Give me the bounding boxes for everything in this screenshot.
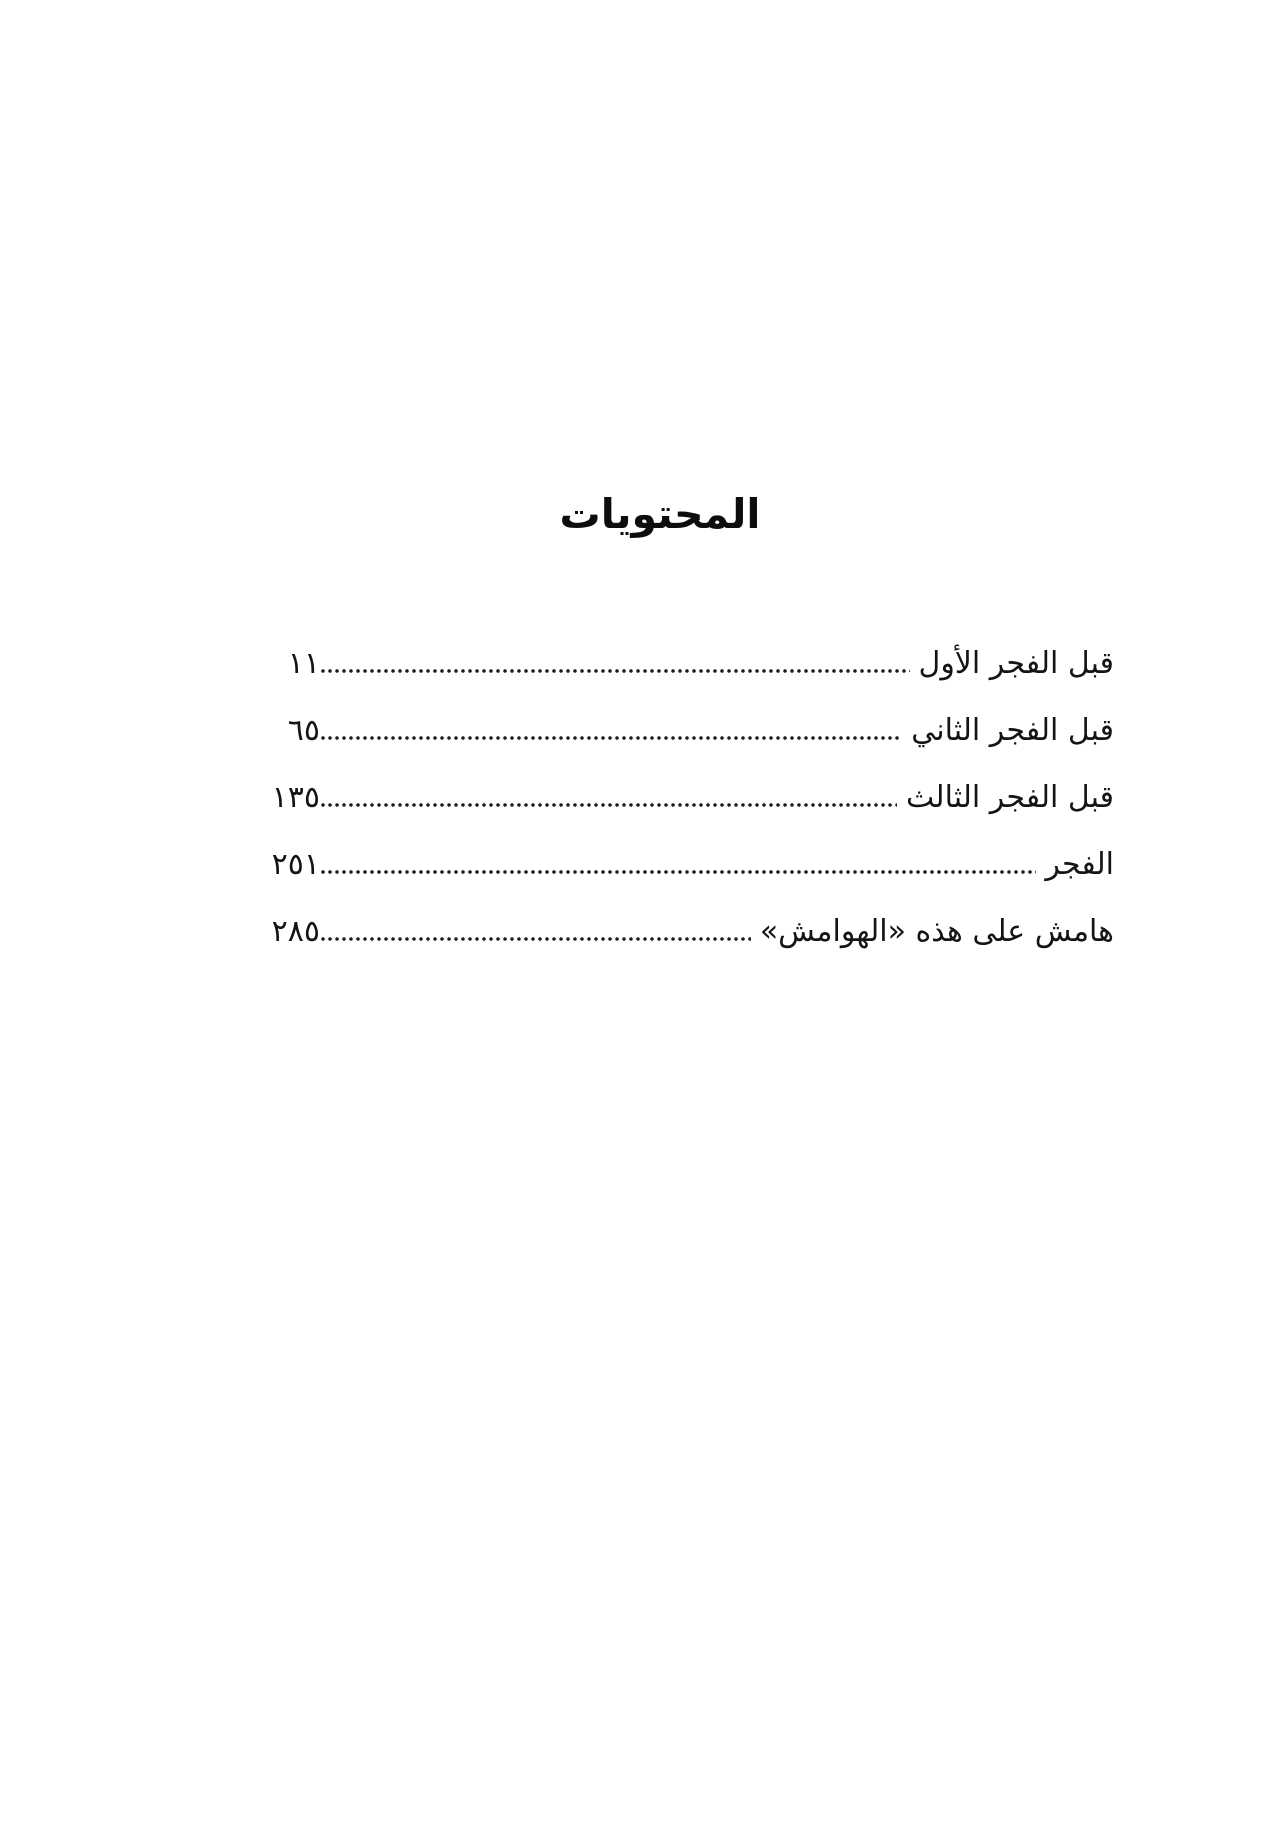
toc-entry bbox=[266, 697, 1114, 764]
dots-leader bbox=[320, 870, 1036, 874]
toc-entry bbox=[266, 764, 1114, 831]
toc-entry bbox=[266, 898, 1114, 965]
toc-entry-page-number: ٢٥١ bbox=[271, 847, 320, 882]
toc-entry-page-number: ١١ bbox=[287, 646, 320, 681]
dots-leader bbox=[320, 803, 897, 807]
toc-entry-label: قبل الفجر الثالث bbox=[905, 780, 1114, 815]
toc-entry-label: هامش على هذه «الهوامش» bbox=[759, 914, 1114, 949]
toc-entry-label: قبل الفجر الأول bbox=[918, 646, 1114, 681]
toc-entry-page-number: ١٣٥ bbox=[271, 780, 320, 815]
toc-entry-page-number: ٦٥ bbox=[287, 713, 320, 748]
toc-entry-label: قبل الفجر الثاني bbox=[911, 713, 1114, 748]
toc-entry bbox=[266, 630, 1114, 697]
dots-leader bbox=[320, 669, 910, 673]
page-title: المحتويات bbox=[559, 490, 761, 538]
dots-leader bbox=[320, 736, 902, 740]
toc-entry bbox=[266, 831, 1114, 898]
dots-leader bbox=[320, 937, 751, 941]
toc-entry-page-number: ٢٨٥ bbox=[271, 914, 320, 949]
toc-entry-label: الفجر bbox=[1045, 847, 1114, 882]
table-of-contents bbox=[266, 630, 1114, 965]
